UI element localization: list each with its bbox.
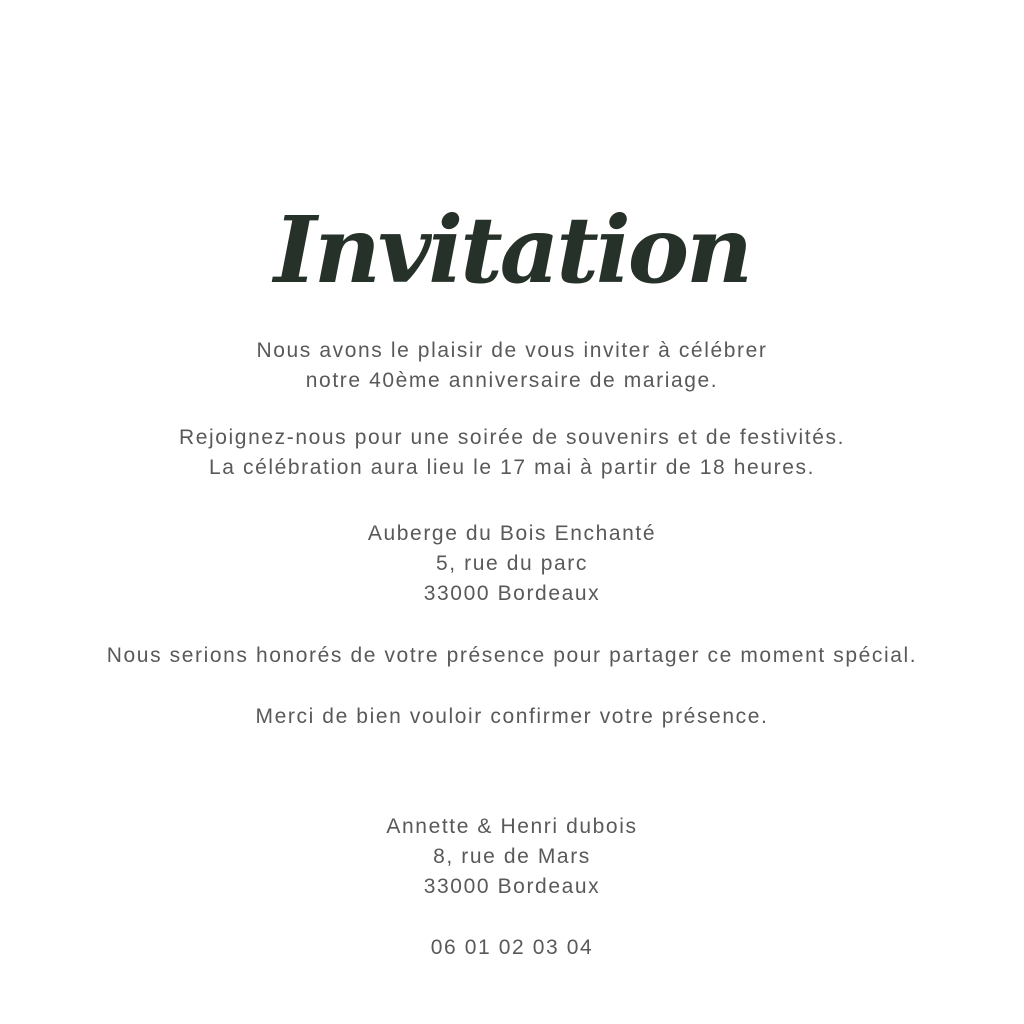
intro-line-2: notre 40ème anniversaire de mariage. <box>305 369 719 392</box>
rsvp-text: Merci de bien vouloir confirmer votre présence. <box>255 705 769 728</box>
intro-paragraph <box>0 336 1024 396</box>
hosts-names: Annette & Henri dubois <box>386 815 638 838</box>
honor-text: Nous serions honorés de votre présence pour partager ce moment spécial. <box>106 644 918 667</box>
invitation-body <box>0 336 1024 963</box>
hosts-block <box>0 812 1024 902</box>
venue-block <box>0 519 1024 609</box>
phone-number: 06 01 02 03 04 <box>430 936 594 959</box>
details-paragraph <box>0 423 1024 483</box>
hosts-city: 33000 Bordeaux <box>423 875 601 898</box>
venue-name: Auberge du Bois Enchanté <box>367 522 657 545</box>
phone-line <box>0 933 1024 963</box>
venue-city: 33000 Bordeaux <box>423 582 601 605</box>
honor-line <box>0 641 1024 671</box>
hosts-street: 8, rue de Mars <box>433 845 591 868</box>
invitation-title: Invitation <box>273 195 751 304</box>
rsvp-line <box>0 702 1024 732</box>
intro-line-1: Nous avons le plaisir de vous inviter à célébrer <box>256 339 768 362</box>
venue-street: 5, rue du parc <box>436 552 588 575</box>
details-line-2: La célébration aura lieu le 17 mai à partir de 18 heures. <box>208 456 816 479</box>
details-line-1: Rejoignez-nous pour une soirée de souvenirs et de festivités. <box>178 426 846 449</box>
